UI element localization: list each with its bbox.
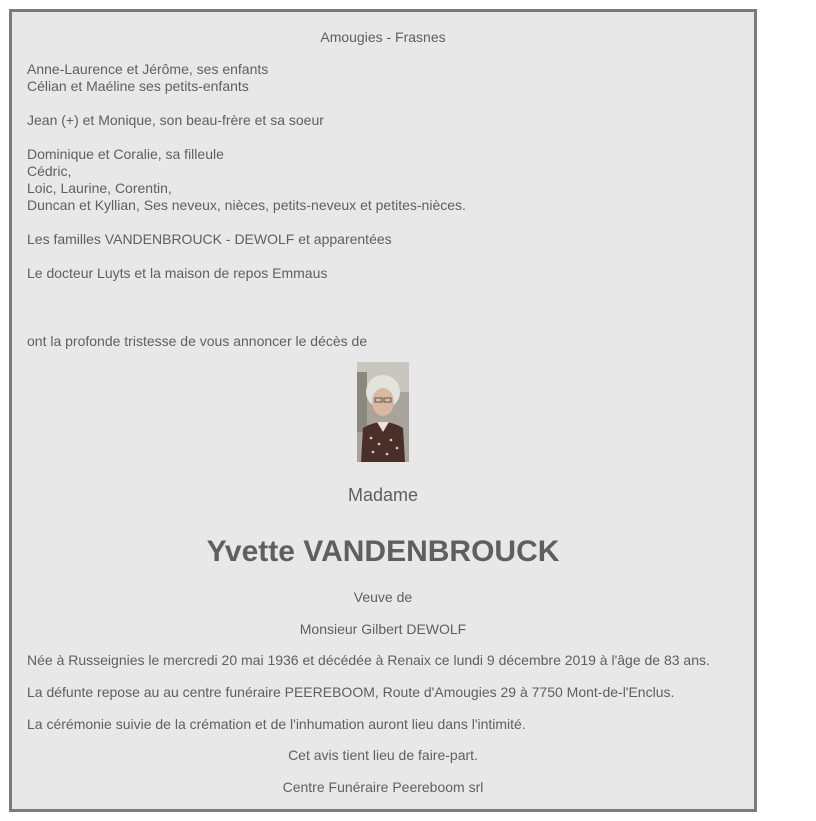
family-line: Cédric, <box>27 163 72 179</box>
family-line: Jean (+) et Monique, son beau-frère et sa soeur <box>27 112 324 128</box>
deceased-name: Yvette VANDENBROUCK <box>206 535 560 568</box>
family-block-families <box>27 231 747 248</box>
family-line: Célian et Maéline ses petits-enfants <box>27 78 249 94</box>
family-line: Duncan et Kyllian, Ses neveux, nièces, petits-neveux et petites-nièces. <box>27 197 466 213</box>
family-block-siblings <box>27 112 747 129</box>
family-line: Anne-Laurence et Jérôme, ses enfants <box>27 61 269 77</box>
family-block-nieces-nephews <box>27 146 747 214</box>
repose-text: La défunte repose au au centre funéraire PEEREBOOM, Route d'Amougies 29 à 7750 Mont-de-l'Enclus. <box>27 684 675 700</box>
family-line: Dominique et Coralie, sa filleule <box>27 146 224 162</box>
family-line: Le docteur Luyts et la maison de repos Emmaus <box>27 265 328 281</box>
birth-death-text: Née à Russeignies le mercredi 20 mai 1936 et décédée à Renaix ce lundi 9 décembre 2019 à l'âge de 83 ans. <box>27 652 710 668</box>
family-list <box>27 61 747 299</box>
portrait-photo <box>357 362 409 462</box>
family-block-children <box>27 61 747 95</box>
family-block-caregivers <box>27 265 747 282</box>
funeral-home: Centre Funéraire Peereboom srl <box>282 779 484 795</box>
family-line: Loic, Laurine, Corentin, <box>27 180 172 196</box>
notice-text: Cet avis tient lieu de faire-part. <box>288 747 478 763</box>
spouse-name: Monsieur Gilbert DEWOLF <box>299 621 467 637</box>
ceremony-text: La cérémonie suivie de la crémation et de l'inhumation auront lieu dans l'intimité. <box>27 716 526 732</box>
obituary-card <box>9 9 757 812</box>
honorific: Madame <box>347 485 419 505</box>
announcement-text: ont la profonde tristesse de vous annoncer le décès de <box>27 333 368 349</box>
family-line: Les familles VANDENBROUCK - DEWOLF et apparentées <box>27 231 392 247</box>
widow-of-label: Veuve de <box>353 589 413 605</box>
location-header: Amougies - Frasnes <box>320 29 446 45</box>
